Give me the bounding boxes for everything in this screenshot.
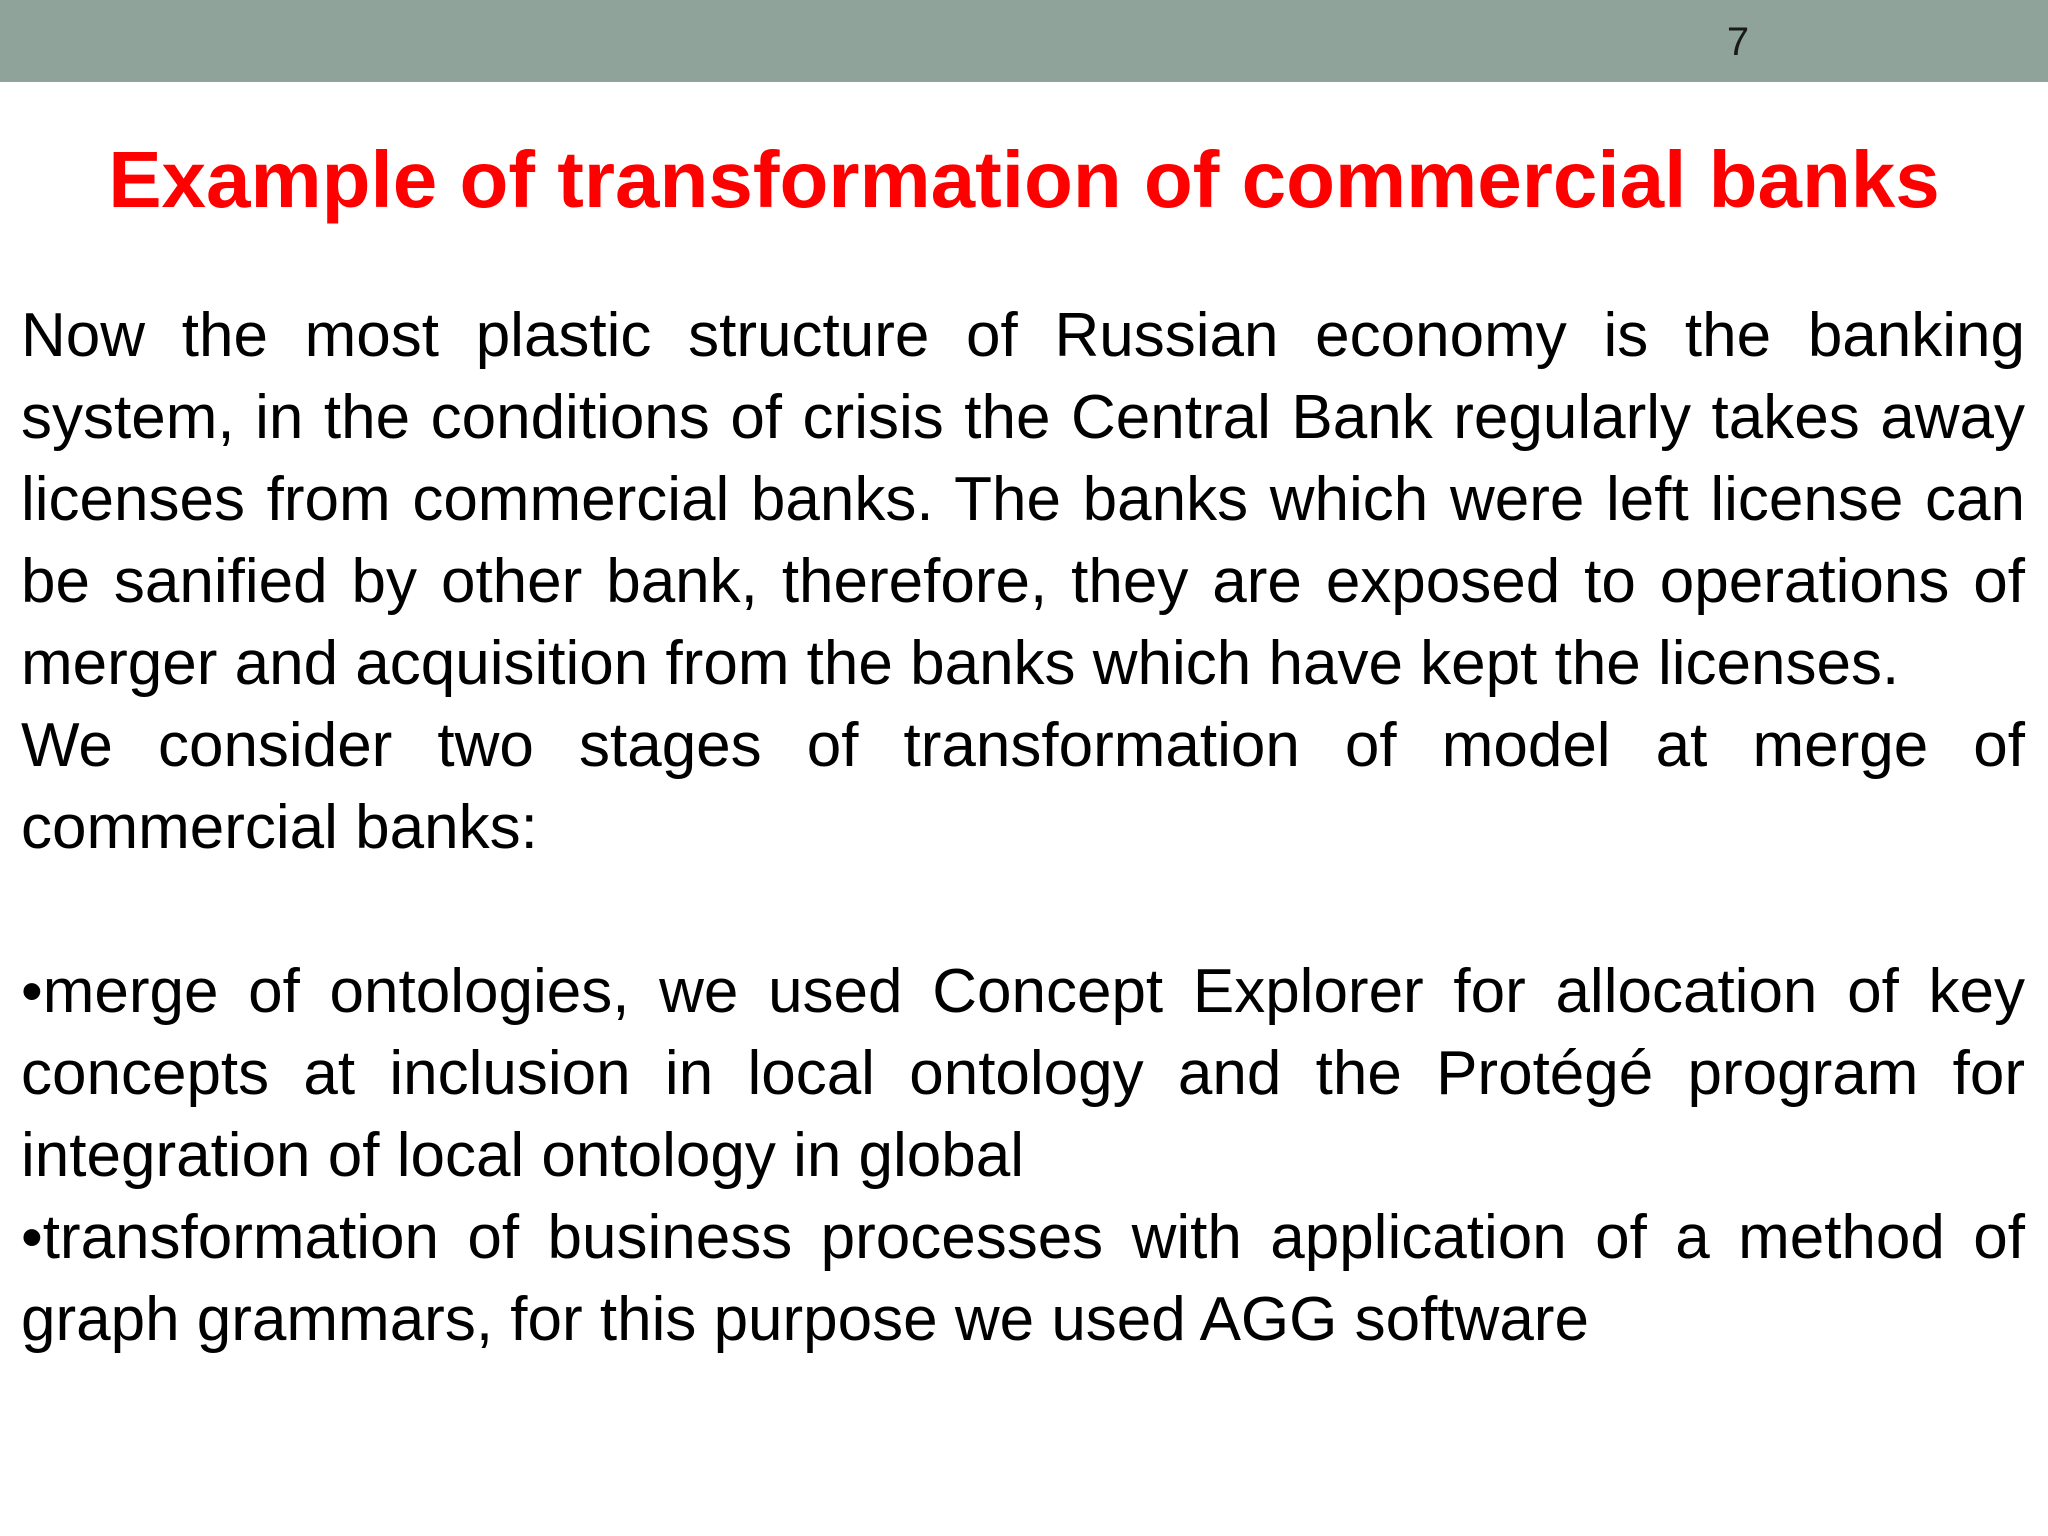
body-paragraph: Now the most plastic structure of Russian economy is the banking system, in the conditions of crisis the Central Bank regularly takes away licenses from commercial banks. The banks which were left license can be sanified by other bank, therefore, they are exposed to operations of merger and acquisition from the banks which have kept the licenses.	[21, 301, 2025, 698]
bullet-item: •transformation of business processes with application of a method of graph grammars, for this purpose we used AGG software	[21, 1203, 2025, 1354]
slide-body	[21, 295, 2025, 1361]
slide-number: 7	[1726, 20, 1750, 64]
bullet-item: •merge of ontologies, we used Concept Explorer for allocation of key concepts at inclusion in local ontology and the Protégé program for integration of local ontology in global	[21, 957, 2025, 1190]
paragraph-spacer	[21, 869, 2025, 951]
body-paragraph: We consider two stages of transformation of model at merge of commercial banks:	[21, 711, 2025, 862]
slide-title: Example of transformation of commercial banks	[108, 135, 1940, 224]
slide-header-bar	[0, 0, 2048, 82]
